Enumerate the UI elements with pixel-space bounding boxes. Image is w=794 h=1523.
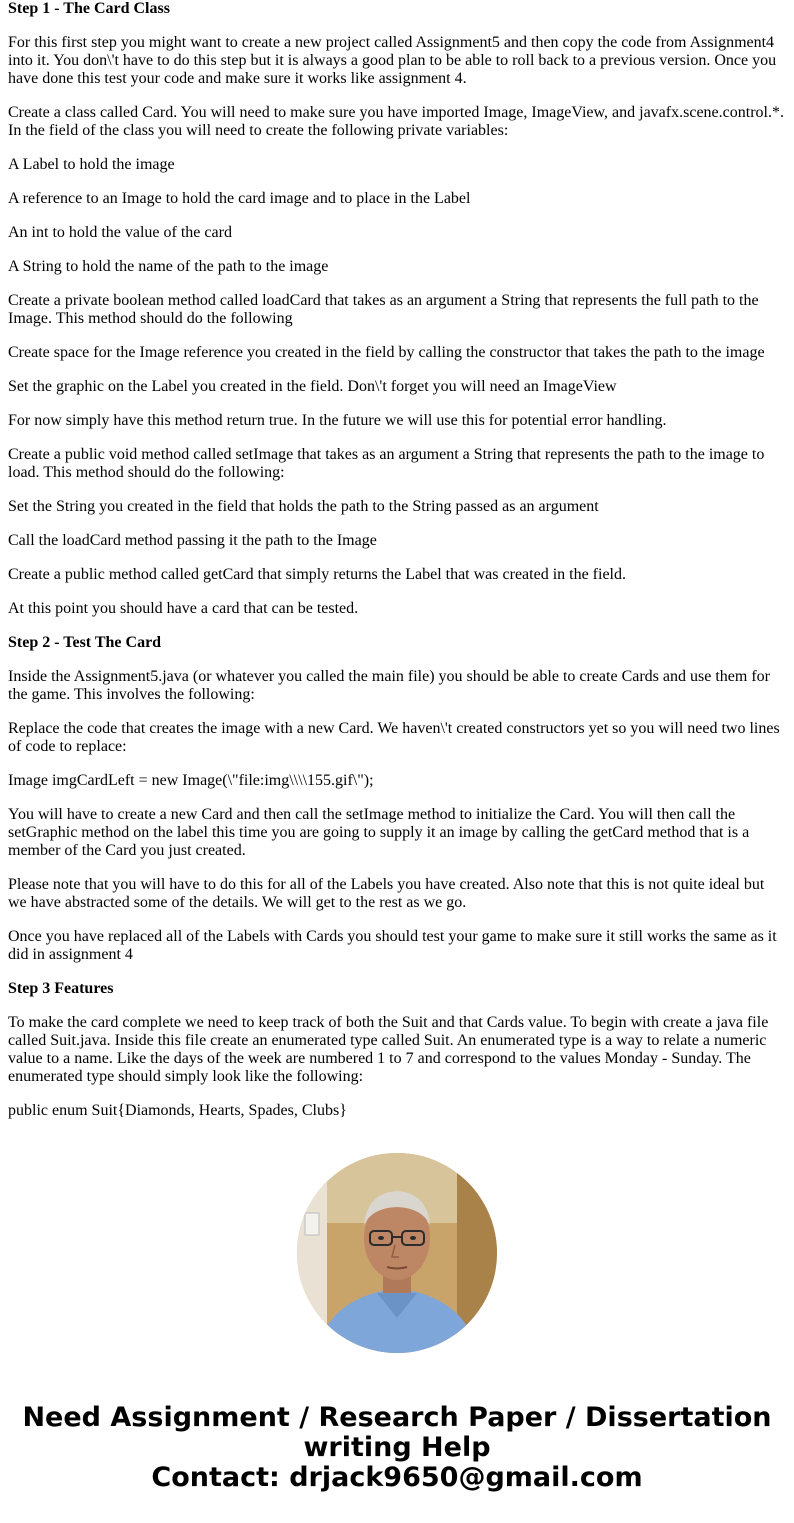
step2-paragraph: You will have to create a new Card and then call the setImage method to initialize the Card. You will then call the setGraphic method on the label this time you are going to supply it an image by calling the getCard method that is a member of the Card you just created. [8, 806, 750, 859]
step1-paragraph: Create space for the Image reference you created in the field by calling the constructor that takes the path to the image [8, 344, 765, 361]
step2-paragraph: Please note that you will have to do this for all of the Labels you have created. Also note that this is not quite ideal but we have abstracted some of the details. We will get to the rest as we go. [8, 876, 765, 911]
step1-paragraph: A Label to hold the image [8, 156, 175, 173]
step3-paragraph: To make the card complete we need to keep track of both the Suit and that Cards value. To begin with create a java file called Suit.java. Inside this file create an enumerated type called Suit. An enumerated type is a way to relate a numeric value to a name. Like the days of the week are numbered 1 to 7 and correspond to the values Monday - Sunday. The enumerated type should simply look like the following: [8, 1014, 769, 1085]
step2-paragraph: Replace the code that creates the image with a new Card. We haven\'t created constructors yet so you will need two lines of code to replace: [8, 720, 780, 755]
step1-heading: Step 1 - The Card Class [8, 0, 170, 17]
step2-paragraph: Once you have replaced all of the Labels with Cards you should test your game to make sure it still works the same as it did in assignment 4 [8, 928, 777, 963]
step1-paragraph: An int to hold the value of the card [8, 224, 232, 241]
code-line: public enum Suit{Diamonds, Hearts, Spades, Clubs} [8, 1102, 347, 1119]
step1-paragraph: Create a private boolean method called loadCard that takes as an argument a String that represents the full path to the Image. This method should do the following [8, 292, 759, 327]
step2-paragraph: Inside the Assignment5.java (or whatever you called the main file) you should be able to create Cards and use them for the game. This involves the following: [8, 668, 770, 703]
profile-photo [297, 1153, 497, 1353]
step1-paragraph: Call the loadCard method passing it the path to the Image [8, 532, 377, 549]
step1-paragraph: Set the String you created in the field that holds the path to the String passed as an argument [8, 498, 599, 515]
step1-paragraph: Create a public void method called setImage that takes as an argument a String that represents the path to the image to load. This method should do the following: [8, 446, 765, 481]
step1-paragraph: For this first step you might want to create a new project called Assignment5 and then copy the code from Assignment4 into it. You don\'t have to do this step but it is always a good plan to be able to roll back to a previous version. Once you have done this test your code and make sure it works like assignment 4. [8, 34, 777, 87]
step1-paragraph: Set the graphic on the Label you created in the field. Don\'t forget you will need an ImageView [8, 378, 617, 395]
promo-contact: Contact: drjack9650@gmail.com [151, 1462, 643, 1493]
step1-paragraph: A reference to an Image to hold the card image and to place in the Label [8, 190, 471, 207]
promo-banner [0, 1403, 794, 1493]
step1-paragraph: For now simply have this method return true. In the future we will use this for potential error handling. [8, 412, 667, 429]
step2-heading: Step 2 - Test The Card [8, 634, 162, 651]
step1-paragraph: A String to hold the name of the path to the image [8, 258, 329, 275]
step3-heading: Step 3 Features [8, 980, 114, 997]
assignment-document [8, 0, 786, 1136]
step1-paragraph: Create a public method called getCard that simply returns the Label that was created in the field. [8, 566, 626, 583]
promo-line: writing Help [303, 1432, 491, 1463]
step1-paragraph: Create a class called Card. You will need to make sure you have imported Image, ImageView, and javafx.scene.control.*. In the field of the class you will need to create the following private variables: [8, 104, 784, 139]
step1-paragraph: At this point you should have a card that can be tested. [8, 600, 359, 617]
promo-line: Need Assignment / Research Paper / Dissertation [22, 1402, 772, 1433]
code-line: Image imgCardLeft = new Image(\"file:img\\\\155.gif\"); [8, 772, 374, 789]
